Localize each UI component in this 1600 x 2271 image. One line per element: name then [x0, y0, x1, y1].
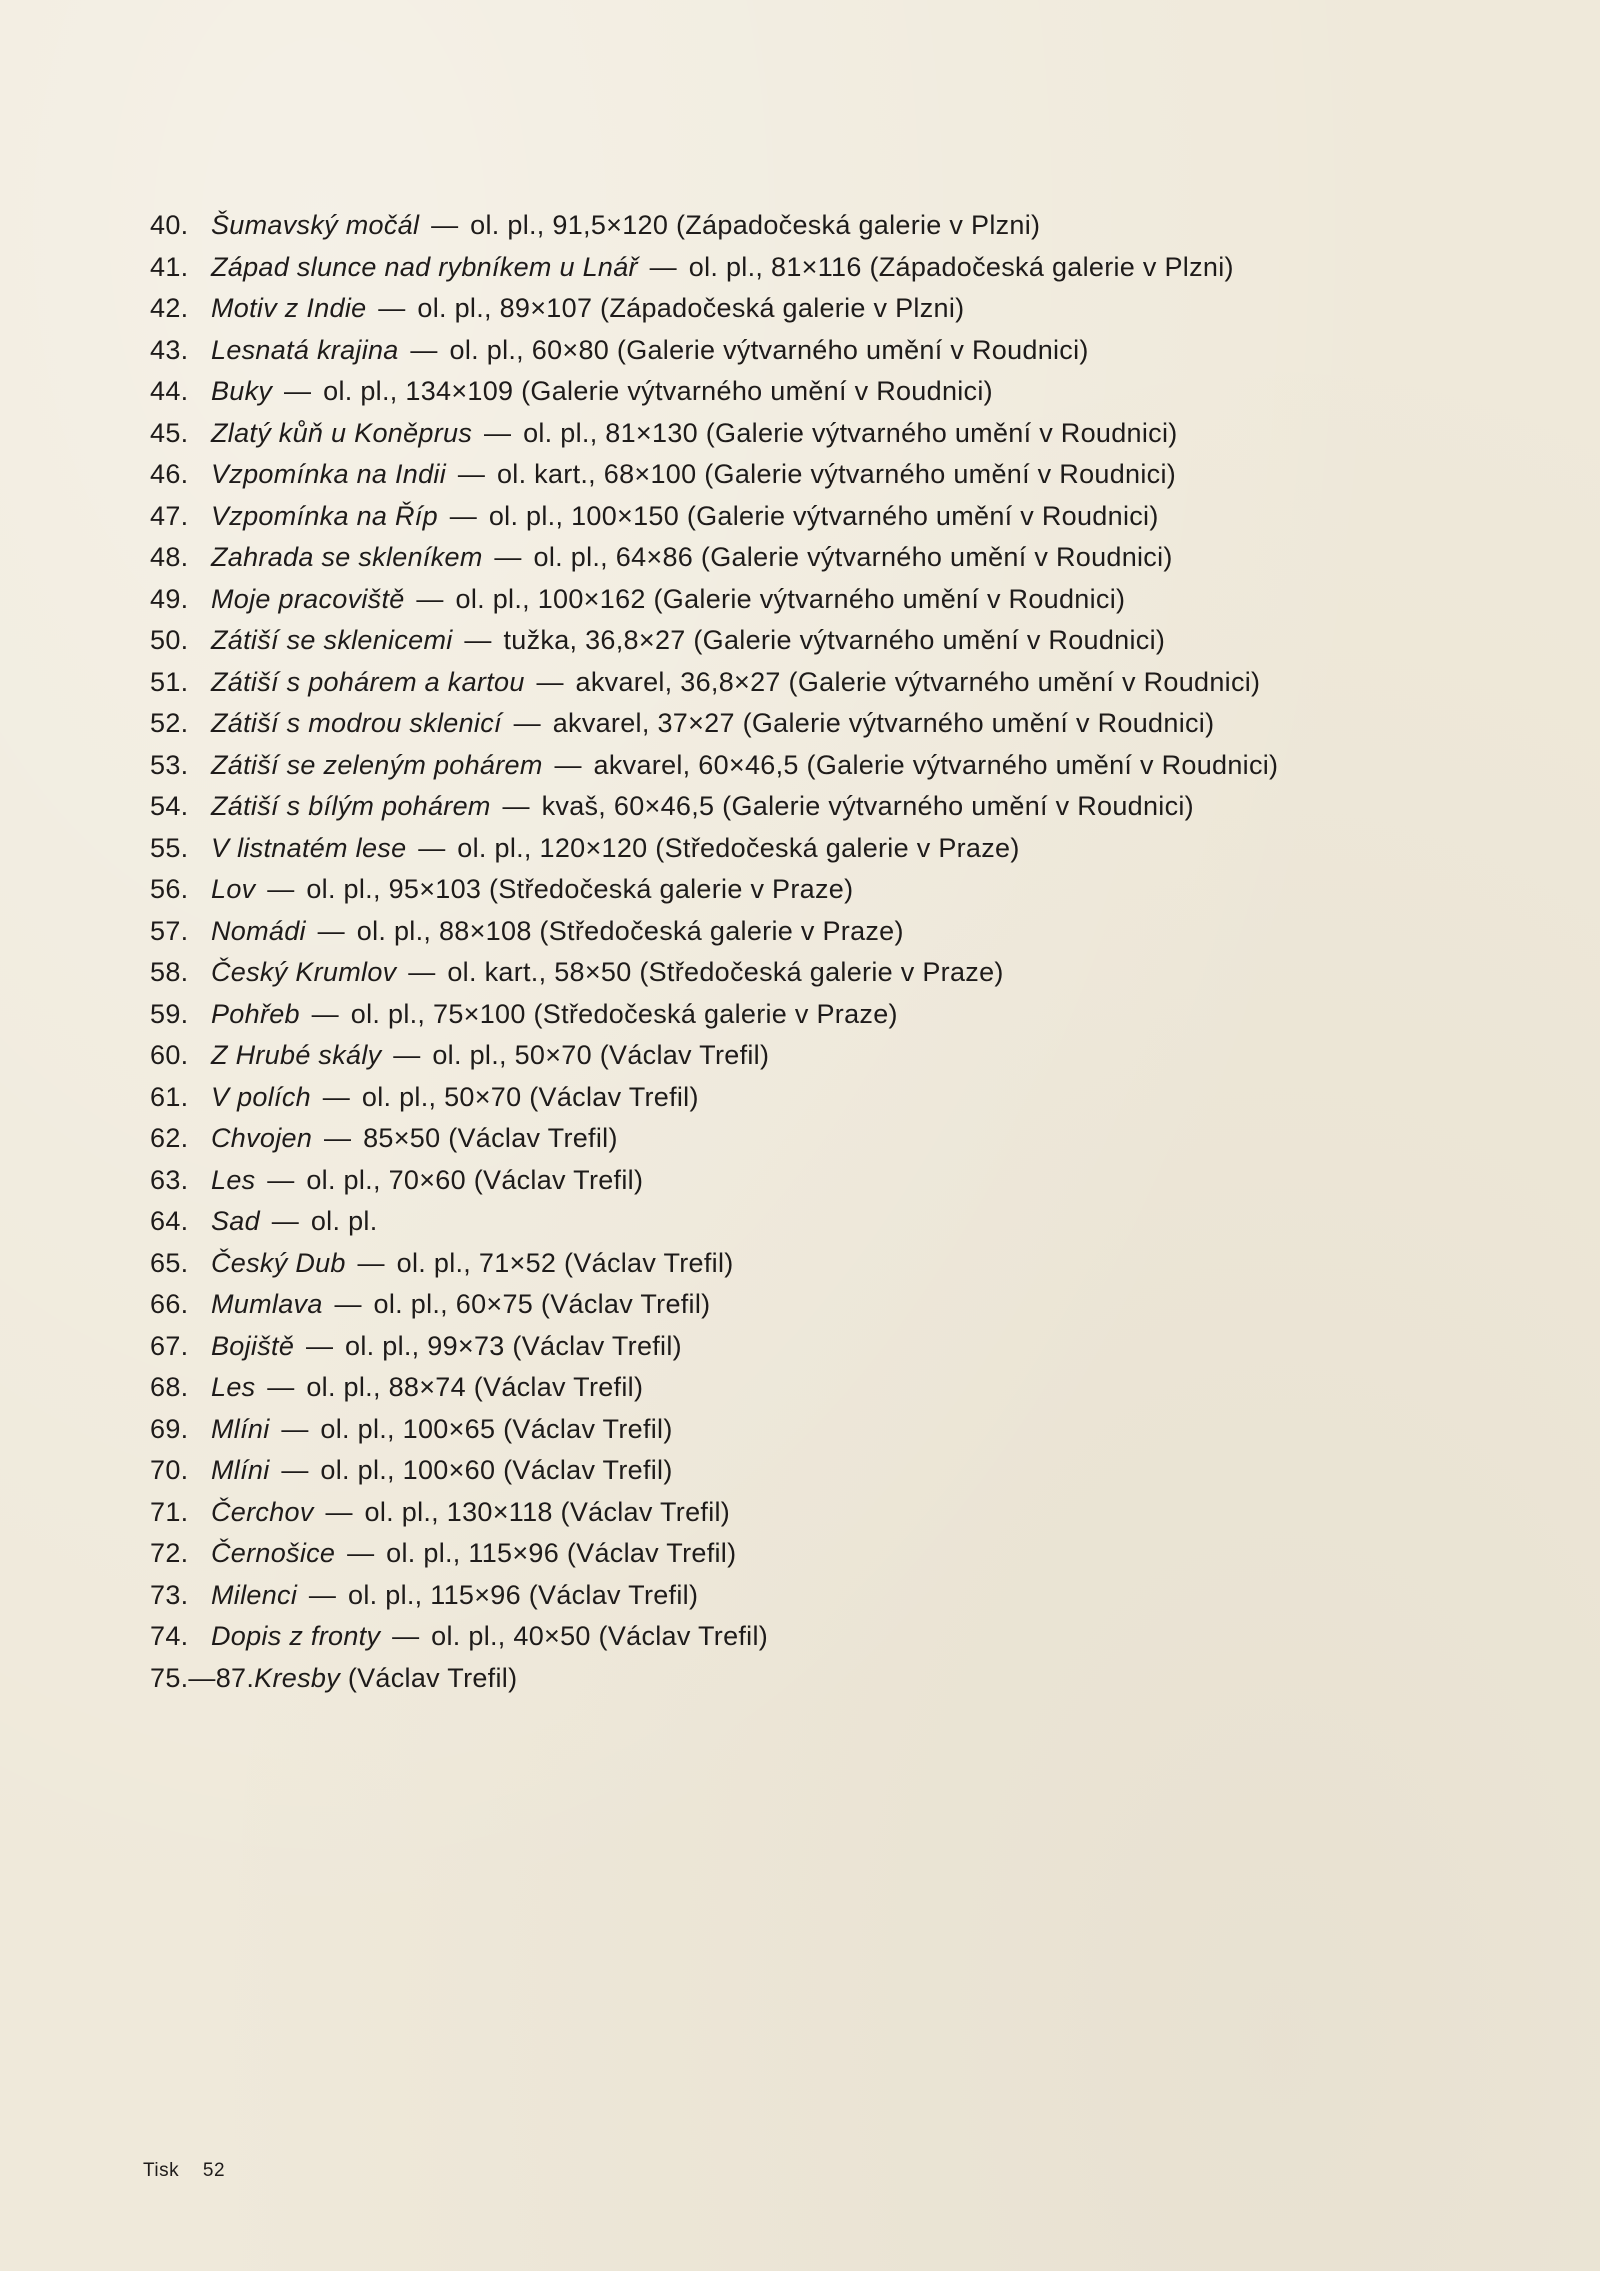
- entry-number: 43.: [150, 334, 189, 365]
- entry-dash: —: [301, 1579, 345, 1610]
- entry-dash: —: [400, 957, 444, 987]
- entry-body: [211, 454, 1480, 496]
- entry-body: [211, 994, 1480, 1036]
- entry-details: ol. pl., 95×103 (Středočeská galerie v Praze): [306, 874, 854, 904]
- entry-dash: —: [450, 459, 493, 489]
- entry-dash: —: [410, 832, 454, 863]
- entry-details: ol. pl., 100×65 (Václav Trefil): [320, 1413, 673, 1444]
- entry-dash: —: [505, 708, 549, 738]
- entry-title: Chvojen: [211, 1123, 313, 1153]
- entry-details: ol. pl., 71×52 (Václav Trefil): [396, 1247, 734, 1278]
- catalog-entry: [150, 454, 1480, 496]
- catalog-entry: [150, 1160, 1480, 1202]
- entry-body: [211, 828, 1480, 870]
- entry-dash: —: [385, 1040, 429, 1070]
- entry-dash: —: [370, 293, 414, 323]
- catalog-entry: [150, 288, 1480, 330]
- entry-dash: —: [317, 1496, 361, 1527]
- entry-number: 59.: [150, 998, 189, 1029]
- entry-number: 56.: [150, 874, 189, 904]
- catalog-list: [150, 205, 1480, 1699]
- entry-number: 66.: [150, 1289, 189, 1319]
- entry-number: 64.: [150, 1206, 189, 1236]
- entry-body: [211, 1409, 1480, 1451]
- entry-body: [211, 1492, 1480, 1534]
- entry-number: 50.: [150, 625, 189, 655]
- entry-details: ol. pl., 75×100 (Středočeská galerie v Praze): [350, 998, 898, 1029]
- entry-number: 41.: [150, 251, 189, 282]
- entry-details: ol. pl., 100×60 (Václav Trefil): [320, 1455, 673, 1485]
- entry-title: Zátiší se zeleným pohárem: [211, 749, 543, 780]
- entry-number: 69.: [150, 1413, 189, 1444]
- entry-body: [211, 1077, 1480, 1119]
- entry-body: [211, 620, 1480, 662]
- entry-dash: —: [309, 915, 353, 946]
- entry-title: Les: [211, 1164, 256, 1195]
- entry-details: 85×50 (Václav Trefil): [363, 1123, 618, 1153]
- entry-dash: —: [326, 1289, 370, 1319]
- entry-title: Mlíni: [211, 1455, 270, 1485]
- entry-dash: —: [486, 542, 530, 572]
- entry-details: ol. pl., 130×118 (Václav Trefil): [364, 1496, 731, 1527]
- entry-body: [211, 1575, 1480, 1617]
- catalog-entry: [150, 952, 1480, 994]
- entry-title: V polích: [211, 1081, 311, 1112]
- catalog-entry: [150, 994, 1480, 1036]
- entry-body: [211, 1160, 1480, 1202]
- entry-dash: —: [259, 1164, 303, 1195]
- catalog-entry: [150, 911, 1480, 953]
- entry-title: Čerchov: [211, 1496, 314, 1527]
- entry-title: Moje pracoviště: [211, 583, 405, 614]
- catalog-entry: [150, 620, 1480, 662]
- entry-number: 46.: [150, 459, 189, 489]
- entry-dash: —: [423, 210, 467, 240]
- entry-title: Vzpomínka na Indii: [211, 459, 447, 489]
- entry-details: ol. pl., 88×108 (Středočeská galerie v Praze): [356, 915, 904, 946]
- entry-title: Z Hrubé skály: [211, 1040, 382, 1070]
- entry-title: Les: [211, 1372, 256, 1402]
- entry-details: ol. pl., 64×86 (Galerie výtvarného umění v Roudnici): [533, 542, 1173, 572]
- catalog-entry: [150, 1492, 1480, 1534]
- entry-title: Šumavský močál: [211, 210, 420, 240]
- entry-title: Český Dub: [211, 1247, 346, 1278]
- entry-details: ol. pl., 50×70 (Václav Trefil): [432, 1040, 770, 1070]
- entry-number: 54.: [150, 791, 189, 821]
- entry-details: ol. pl., 99×73 (Václav Trefil): [345, 1330, 682, 1361]
- entry-body: [211, 1243, 1480, 1285]
- catalog-entry: [150, 869, 1480, 911]
- catalog-entry: [150, 1077, 1480, 1119]
- entry-details: akvarel, 60×46,5 (Galerie výtvarného umění v Roudnici): [593, 749, 1279, 780]
- entry-number: 52.: [150, 708, 189, 738]
- entry-details: ol. pl., 81×116 (Západočeská galerie v Plzni): [688, 251, 1234, 282]
- entry-details: ol. pl., 115×96 (Václav Trefil): [386, 1538, 737, 1568]
- entry-number: 51.: [150, 666, 189, 697]
- entry-dash: —: [441, 500, 485, 531]
- catalog-entry: [150, 1533, 1480, 1575]
- entry-dash: —: [273, 1413, 317, 1444]
- entry-body: [211, 330, 1480, 372]
- catalog-entry: [150, 371, 1480, 413]
- entry-body: [211, 662, 1480, 704]
- entry-number: 74.: [150, 1621, 189, 1651]
- entry-dash: —: [456, 625, 500, 655]
- entry-dash: —: [476, 417, 520, 448]
- entry-title: Mlíni: [211, 1413, 270, 1444]
- entry-details: ol. pl., 60×80 (Galerie výtvarného umění v Roudnici): [449, 334, 1089, 365]
- catalog-entry: [150, 330, 1480, 372]
- entry-details: ol. pl., 40×50 (Václav Trefil): [431, 1621, 769, 1651]
- entry-body: [211, 1284, 1480, 1326]
- entry-body: [211, 1533, 1480, 1575]
- entry-title: Vzpomínka na Říp: [211, 500, 438, 531]
- catalog-entry: [150, 537, 1480, 579]
- entry-title: Zátiší s pohárem a kartou: [211, 666, 525, 697]
- entry-dash: —: [316, 1123, 360, 1153]
- catalog-entry: [150, 247, 1480, 289]
- catalog-entry: [150, 662, 1480, 704]
- catalog-entry: [150, 1284, 1480, 1326]
- entry-number: 44.: [150, 376, 189, 406]
- catalog-entry: [150, 1616, 1480, 1658]
- entry-details: ol. kart., 68×100 (Galerie výtvarného umění v Roudnici): [496, 459, 1177, 489]
- entry-details: ol. pl., 100×162 (Galerie výtvarného umění v Roudnici): [455, 583, 1126, 614]
- entry-body: [211, 205, 1480, 247]
- entry-details: ol. pl., 91,5×120 (Západočeská galerie v Plzni): [470, 210, 1041, 240]
- entry-dash: —: [298, 1330, 342, 1361]
- entry-number: 67.: [150, 1330, 189, 1361]
- entry-details: tužka, 36,8×27 (Galerie výtvarného umění v Roudnici): [503, 625, 1166, 655]
- entry-title: Zahrada se skleníkem: [211, 542, 483, 572]
- entry-dash: —: [494, 791, 538, 821]
- entry-details: ol. pl., 88×74 (Václav Trefil): [306, 1372, 644, 1402]
- entry-number: 53.: [150, 749, 189, 780]
- entry-details: kvaš, 60×46,5 (Galerie výtvarného umění v Roudnici): [541, 791, 1194, 821]
- entry-details: ol. pl., 100×150 (Galerie výtvarného umění v Roudnici): [488, 500, 1159, 531]
- catalog-entry: [150, 205, 1480, 247]
- entry-body: [211, 952, 1480, 994]
- entry-title: Mumlava: [211, 1289, 323, 1319]
- entry-number: 62.: [150, 1123, 189, 1153]
- entry-details: ol. pl., 115×96 (Václav Trefil): [348, 1579, 699, 1610]
- entry-body: [211, 247, 1480, 289]
- entry-dash: —: [349, 1247, 393, 1278]
- entry-number: 47.: [150, 500, 189, 531]
- entry-number: 70.: [150, 1455, 189, 1485]
- entry-title: Západ slunce nad rybníkem u Lnář: [211, 251, 638, 282]
- entry-number: 68.: [150, 1372, 189, 1402]
- entry-dash: —: [546, 749, 590, 780]
- entry-body: [211, 869, 1480, 911]
- entry-body: [211, 911, 1480, 953]
- entry-title: Bojiště: [211, 1330, 295, 1361]
- entry-title: Zátiší s modrou sklenicí: [211, 708, 502, 738]
- entry-details: ol. pl.: [310, 1206, 378, 1236]
- entry-number: 65.: [150, 1247, 189, 1278]
- catalog-entry: [150, 1450, 1480, 1492]
- entry-number: 45.: [150, 417, 189, 448]
- catalog-entry: [150, 1035, 1480, 1077]
- entry-title: Zátiší se sklenicemi: [211, 625, 453, 655]
- entry-title: V listnatém lese: [211, 832, 407, 863]
- catalog-entry: [150, 1201, 1480, 1243]
- entry-details: ol. pl., 60×75 (Václav Trefil): [373, 1289, 711, 1319]
- entry-dash: —: [339, 1538, 383, 1568]
- entry-body: [211, 537, 1480, 579]
- entry-body: [211, 1035, 1480, 1077]
- entry-dash: —: [528, 666, 572, 697]
- entry-dash: —: [263, 1206, 307, 1236]
- entry-title: Motiv z Indie: [211, 293, 367, 323]
- catalog-entry: [150, 745, 1480, 787]
- entry-title: Zlatý kůň u Koněprus: [211, 417, 473, 448]
- entry-number: 48.: [150, 542, 189, 572]
- catalog-entry: [150, 579, 1480, 621]
- catalog-entry: [150, 496, 1480, 538]
- catalog-entry: [150, 1658, 1480, 1700]
- entry-dash: —: [259, 874, 303, 904]
- entry-details: ol. pl., 120×120 (Středočeská galerie v Praze): [457, 832, 1020, 863]
- entry-details: ol. pl., 50×70 (Václav Trefil): [361, 1081, 699, 1112]
- catalog-entry: [150, 1409, 1480, 1451]
- footer-number: 52: [202, 2160, 226, 2181]
- catalog-entry: [150, 828, 1480, 870]
- footer-label: Tisk: [143, 2160, 180, 2181]
- entry-number: 61.: [150, 1081, 189, 1112]
- entry-body: [211, 703, 1480, 745]
- entry-number: 40.: [150, 210, 189, 240]
- entry-number: 57.: [150, 915, 189, 946]
- entry-title: Černošice: [211, 1538, 336, 1568]
- entry-dash: —: [384, 1621, 428, 1651]
- entry-number: 55.: [150, 832, 189, 863]
- entry-body: [211, 288, 1480, 330]
- entry-body: [211, 496, 1480, 538]
- entry-number: 73.: [150, 1579, 189, 1610]
- entry-title: Český Krumlov: [211, 957, 397, 987]
- catalog-entry: [150, 1575, 1480, 1617]
- entry-details: ol. pl., 134×109 (Galerie výtvarného umění v Roudnici): [323, 376, 993, 406]
- entry-number: 49.: [150, 583, 189, 614]
- entry-body: [211, 371, 1480, 413]
- entry-body: [254, 1658, 1480, 1700]
- catalog-entry: [150, 786, 1480, 828]
- entry-body: [211, 1367, 1480, 1409]
- entry-dash: —: [641, 251, 685, 282]
- print-footer: [143, 2160, 243, 2182]
- entry-title: Sad: [211, 1206, 260, 1236]
- entry-details: akvarel, 37×27 (Galerie výtvarného umění v Roudnici): [552, 708, 1215, 738]
- entry-details: ol. kart., 58×50 (Středočeská galerie v Praze): [447, 957, 1004, 987]
- entry-dash: —: [408, 583, 452, 614]
- catalog-entry: [150, 703, 1480, 745]
- catalog-entry: [150, 413, 1480, 455]
- entry-title: Dopis z fronty: [211, 1621, 381, 1651]
- entry-number: 72.: [150, 1538, 189, 1568]
- entry-details: ol. pl., 89×107 (Západočeská galerie v Plzni): [417, 293, 965, 323]
- entry-title: Kresby: [254, 1662, 341, 1693]
- entry-body: [211, 745, 1480, 787]
- entry-number: 75.—87.: [150, 1662, 255, 1693]
- entry-title: Milenci: [211, 1579, 298, 1610]
- entry-dash: —: [276, 376, 320, 406]
- entry-body: [211, 1450, 1480, 1492]
- entry-body: [211, 579, 1480, 621]
- entry-body: [211, 1201, 1480, 1243]
- entry-dash: —: [402, 334, 446, 365]
- entry-number: 58.: [150, 957, 189, 987]
- entry-number: 60.: [150, 1040, 189, 1070]
- entry-body: [211, 1326, 1480, 1368]
- entry-number: 42.: [150, 293, 189, 323]
- entry-details: akvarel, 36,8×27 (Galerie výtvarného umění v Roudnici): [575, 666, 1261, 697]
- catalog-entry: [150, 1243, 1480, 1285]
- entry-title: Nomádi: [211, 915, 306, 946]
- entry-number: 63.: [150, 1164, 189, 1195]
- catalog-entry: [150, 1367, 1480, 1409]
- entry-title: Buky: [211, 376, 273, 406]
- entry-details: (Václav Trefil): [347, 1662, 518, 1693]
- catalog-entry: [150, 1118, 1480, 1160]
- entry-title: Lov: [211, 874, 256, 904]
- entry-body: [211, 786, 1480, 828]
- entry-number: 71.: [150, 1496, 189, 1527]
- catalog-entry: [150, 1326, 1480, 1368]
- entry-dash: —: [303, 998, 347, 1029]
- entry-details: ol. pl., 81×130 (Galerie výtvarného umění v Roudnici): [523, 417, 1178, 448]
- entry-dash: —: [259, 1372, 303, 1402]
- entry-title: Pohřeb: [211, 998, 300, 1029]
- entry-dash: —: [314, 1081, 358, 1112]
- entry-body: [211, 1118, 1480, 1160]
- entry-body: [211, 1616, 1480, 1658]
- entry-title: Lesnatá krajina: [211, 334, 399, 365]
- entry-details: ol. pl., 70×60 (Václav Trefil): [306, 1164, 644, 1195]
- entry-dash: —: [273, 1455, 317, 1485]
- entry-title: Zátiší s bílým pohárem: [211, 791, 491, 821]
- entry-body: [211, 413, 1480, 455]
